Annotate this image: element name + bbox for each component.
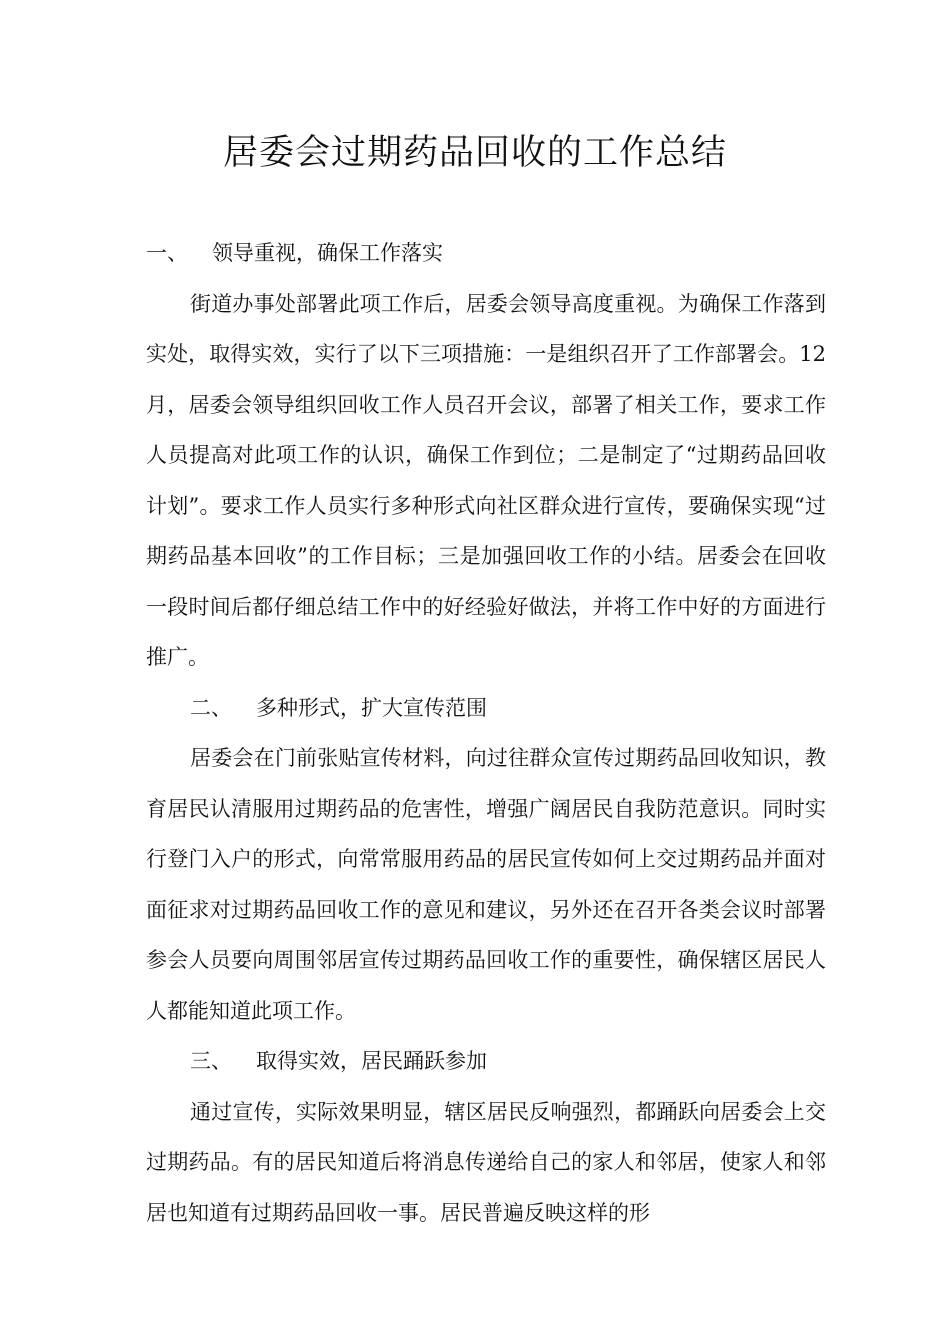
section-1-heading: [146, 228, 826, 279]
section-1-title: 领导重视，确保工作落实: [212, 241, 443, 265]
section-2-number: 二、: [190, 695, 232, 720]
section-2-heading: [146, 683, 826, 734]
section-3-number: 三、: [190, 1049, 232, 1073]
section-3-heading: [146, 1036, 826, 1087]
section-3-paragraph: 通过宣传，实际效果明显，辖区居民反响强烈，都踊跃向居委会上交过期药品。有的居民知道后将消息传递给自己的家人和邻居，使家人和邻居也知道有过期药品回收一事。居民普遍反映这样的形: [146, 1099, 826, 1225]
section-1-paragraph: 街道办事处部署此项工作后，居委会领导高度重视。为确保工作落到实处，取得实效，实行了以下三项措施：一是组织召开了工作部署会。12月，居委会领导组织回收工作人员召开会议，部署了相关工作，要求工作人员提高对此项工作的认识，确保工作到位；二是制定了“过期药品回收计划”。要求工作人员实行多种形式向社区群众进行宣传，要确保实现“过期药品基本回收”的工作目标；三是加强回收工作的小结。居委会在回收一段时间后都仔细总结工作中的好经验好做法，并将工作中好的方面进行推广。: [146, 291, 826, 669]
section-2-title: 多种形式，扩大宣传范围: [256, 695, 487, 720]
section-3-title: 取得实效，居民踊跃参加: [256, 1049, 487, 1073]
section-1-number: 一、: [146, 241, 188, 265]
document-body: [146, 228, 826, 1238]
section-2-paragraph: 居委会在门前张贴宣传材料，向过往群众宣传过期药品回收知识，教育居民认清服用过期药品的危害性，增强广阔居民自我防范意识。同时实行登门入户的形式，向常常服用药品的居民宣传如何上交过期药品并面对面征求对过期药品回收工作的意见和建议，另外还在召开各类会议时部署参会人员要向周围邻居宣传过期药品回收工作的重要性，确保辖区居民人人都能知道此项工作。: [146, 746, 826, 1023]
document-title: 居委会过期药品回收的工作总结: [222, 133, 727, 173]
